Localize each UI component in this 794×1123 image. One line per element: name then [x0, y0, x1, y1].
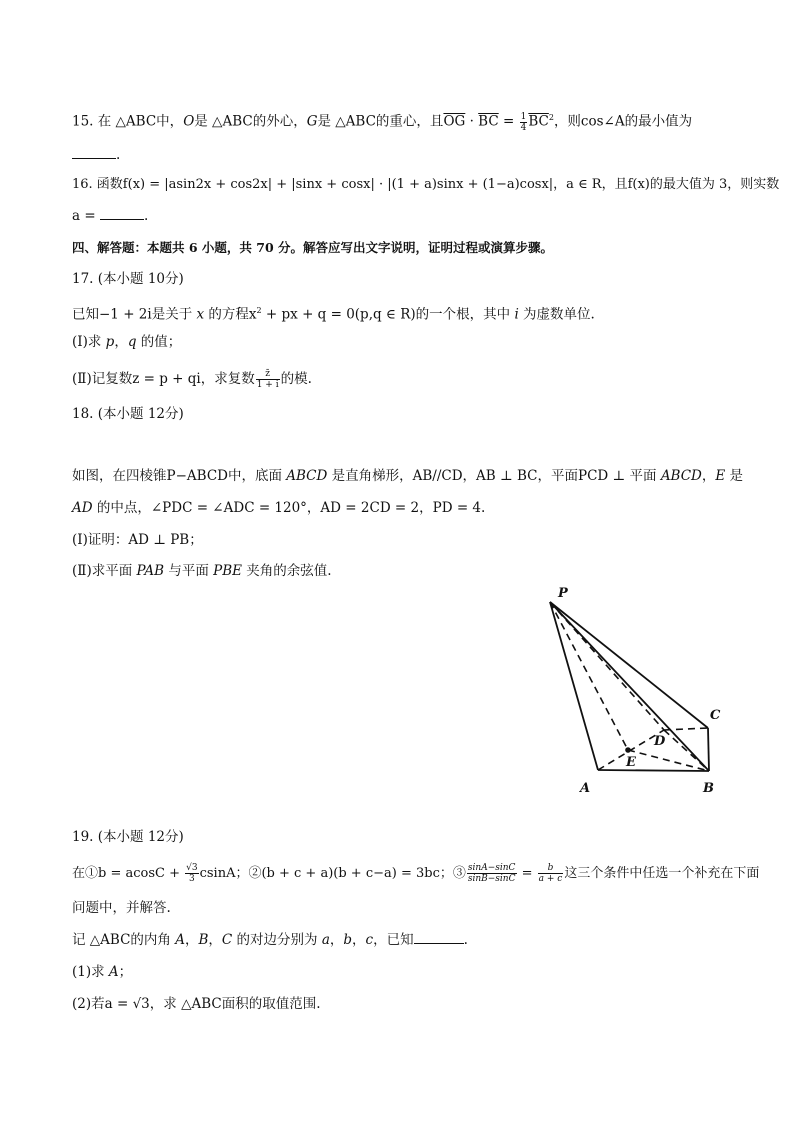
q15-line1: 15. 在 △ABC中，O是 △ABC的外心，G是 △ABC的重心，且$\overline{OG} \cdot \overline{BC}$ = $\frac{1}{4}$ $\overline{BC}^2$，则cos∠A的最小值为: [72, 111, 693, 133]
fraction-sqrt3-over-3: $\frac{√3}{3}$: [186, 863, 198, 884]
label-p: P: [558, 586, 568, 601]
label-c: C: [710, 708, 721, 723]
q15-line2: .: [72, 146, 120, 164]
q16-line1: 16. 函数f(x) = |asin2x + cos2x| + |sinx + cosx| · |(1 + a)sinx + (1−a)cosx|，a ∈ R，且f(x)的最大值为 3，则实数: [72, 177, 780, 192]
q18-stem1: 如图，在四棱锥P−ABCD中，底面 ABCD 是直角梯形，AB//CD，AB ⊥ BC，平面PCD ⊥ 平面 ABCD，E 是: [72, 468, 744, 484]
q19-stem: 记 △ABC的内角 A，B，C 的对边分别为 a，b，c，已知 .: [72, 932, 468, 948]
q19-header: 19. (本小题 12分): [72, 829, 184, 845]
edge-ab: [598, 770, 709, 771]
edge-eb: [628, 750, 709, 771]
answer-blank[interactable]: [100, 207, 144, 220]
q18-part2: (Ⅱ)求平面 PAB 与平面 PBE 夹角的余弦值.: [72, 563, 332, 579]
q19-conditions: 在①b = acosC + $\frac{√3}{3}$ csinA；②(b + c + a)(b + c−a) = 3bc；③ $\frac{\sin A-\sin C}{\sin B-\sin C}$ = $\frac{b}{a + c}$ 这三个条件中任选一个补充在下面: [72, 863, 760, 884]
q18-part1: (Ⅰ)证明：AD ⊥ PB；: [72, 532, 203, 548]
answer-blank[interactable]: [72, 146, 116, 159]
section-heading: 四、解答题：本题共 6 小题，共 70 分。解答应写出文字说明，证明过程或演算步骤。: [72, 240, 554, 255]
edge-dc: [664, 728, 708, 730]
vector-bc-squared: $\overline{BC}$: [528, 113, 549, 130]
fraction-one-quarter: $\frac{1}{4}$: [520, 111, 527, 133]
q19-cond-continuation: 问题中，并解答.: [72, 900, 171, 916]
label-d: D: [654, 734, 666, 749]
q19-part2: (2)若a = √3，求 △ABC面积的取值范围.: [72, 996, 321, 1012]
fraction-sine-ratio: $\frac{\sin A-\sin C}{\sin B-\sin C}$: [467, 863, 516, 884]
point-e: [625, 747, 631, 753]
q18-header: 18. (本小题 12分): [72, 406, 184, 422]
edge-bc: [708, 728, 709, 771]
answer-blank[interactable]: [414, 931, 464, 944]
fraction-b-over-a-plus-c: $\frac{b}{a + c}$: [538, 863, 563, 884]
pyramid-figure: [540, 578, 740, 798]
label-b: B: [703, 781, 714, 796]
q17-stem: 已知−1 + 2i是关于 x 的方程$x^2$ + px + q = 0(p,q ∈ R)的一个根，其中 i 为虚数单位.: [72, 306, 595, 323]
q17-part1: (Ⅰ)求 p，q 的值；: [72, 334, 182, 350]
q16-line2: a = .: [72, 208, 149, 224]
label-a: A: [580, 781, 591, 796]
label-e: E: [626, 755, 636, 770]
q17-header: 17. (本小题 10分): [72, 271, 184, 287]
vector-bc: $\overline{BC}$: [478, 113, 499, 130]
q17-part2: (Ⅱ)记复数z = p + qi，求复数 $\frac{z̄}{1 + i}$ 的模.: [72, 369, 312, 390]
q18-stem2: AD 的中点，∠PDC = ∠ADC = 120°，AD = 2CD = 2，PD = 4.: [72, 500, 486, 516]
q19-part1: (1)求 A；: [72, 964, 133, 980]
fraction-zbar-over-1-plus-i: $\frac{z̄}{1 + i}$: [256, 369, 279, 390]
edge-pc: [550, 602, 708, 728]
vector-og: $\overline{OG}$: [443, 113, 466, 130]
